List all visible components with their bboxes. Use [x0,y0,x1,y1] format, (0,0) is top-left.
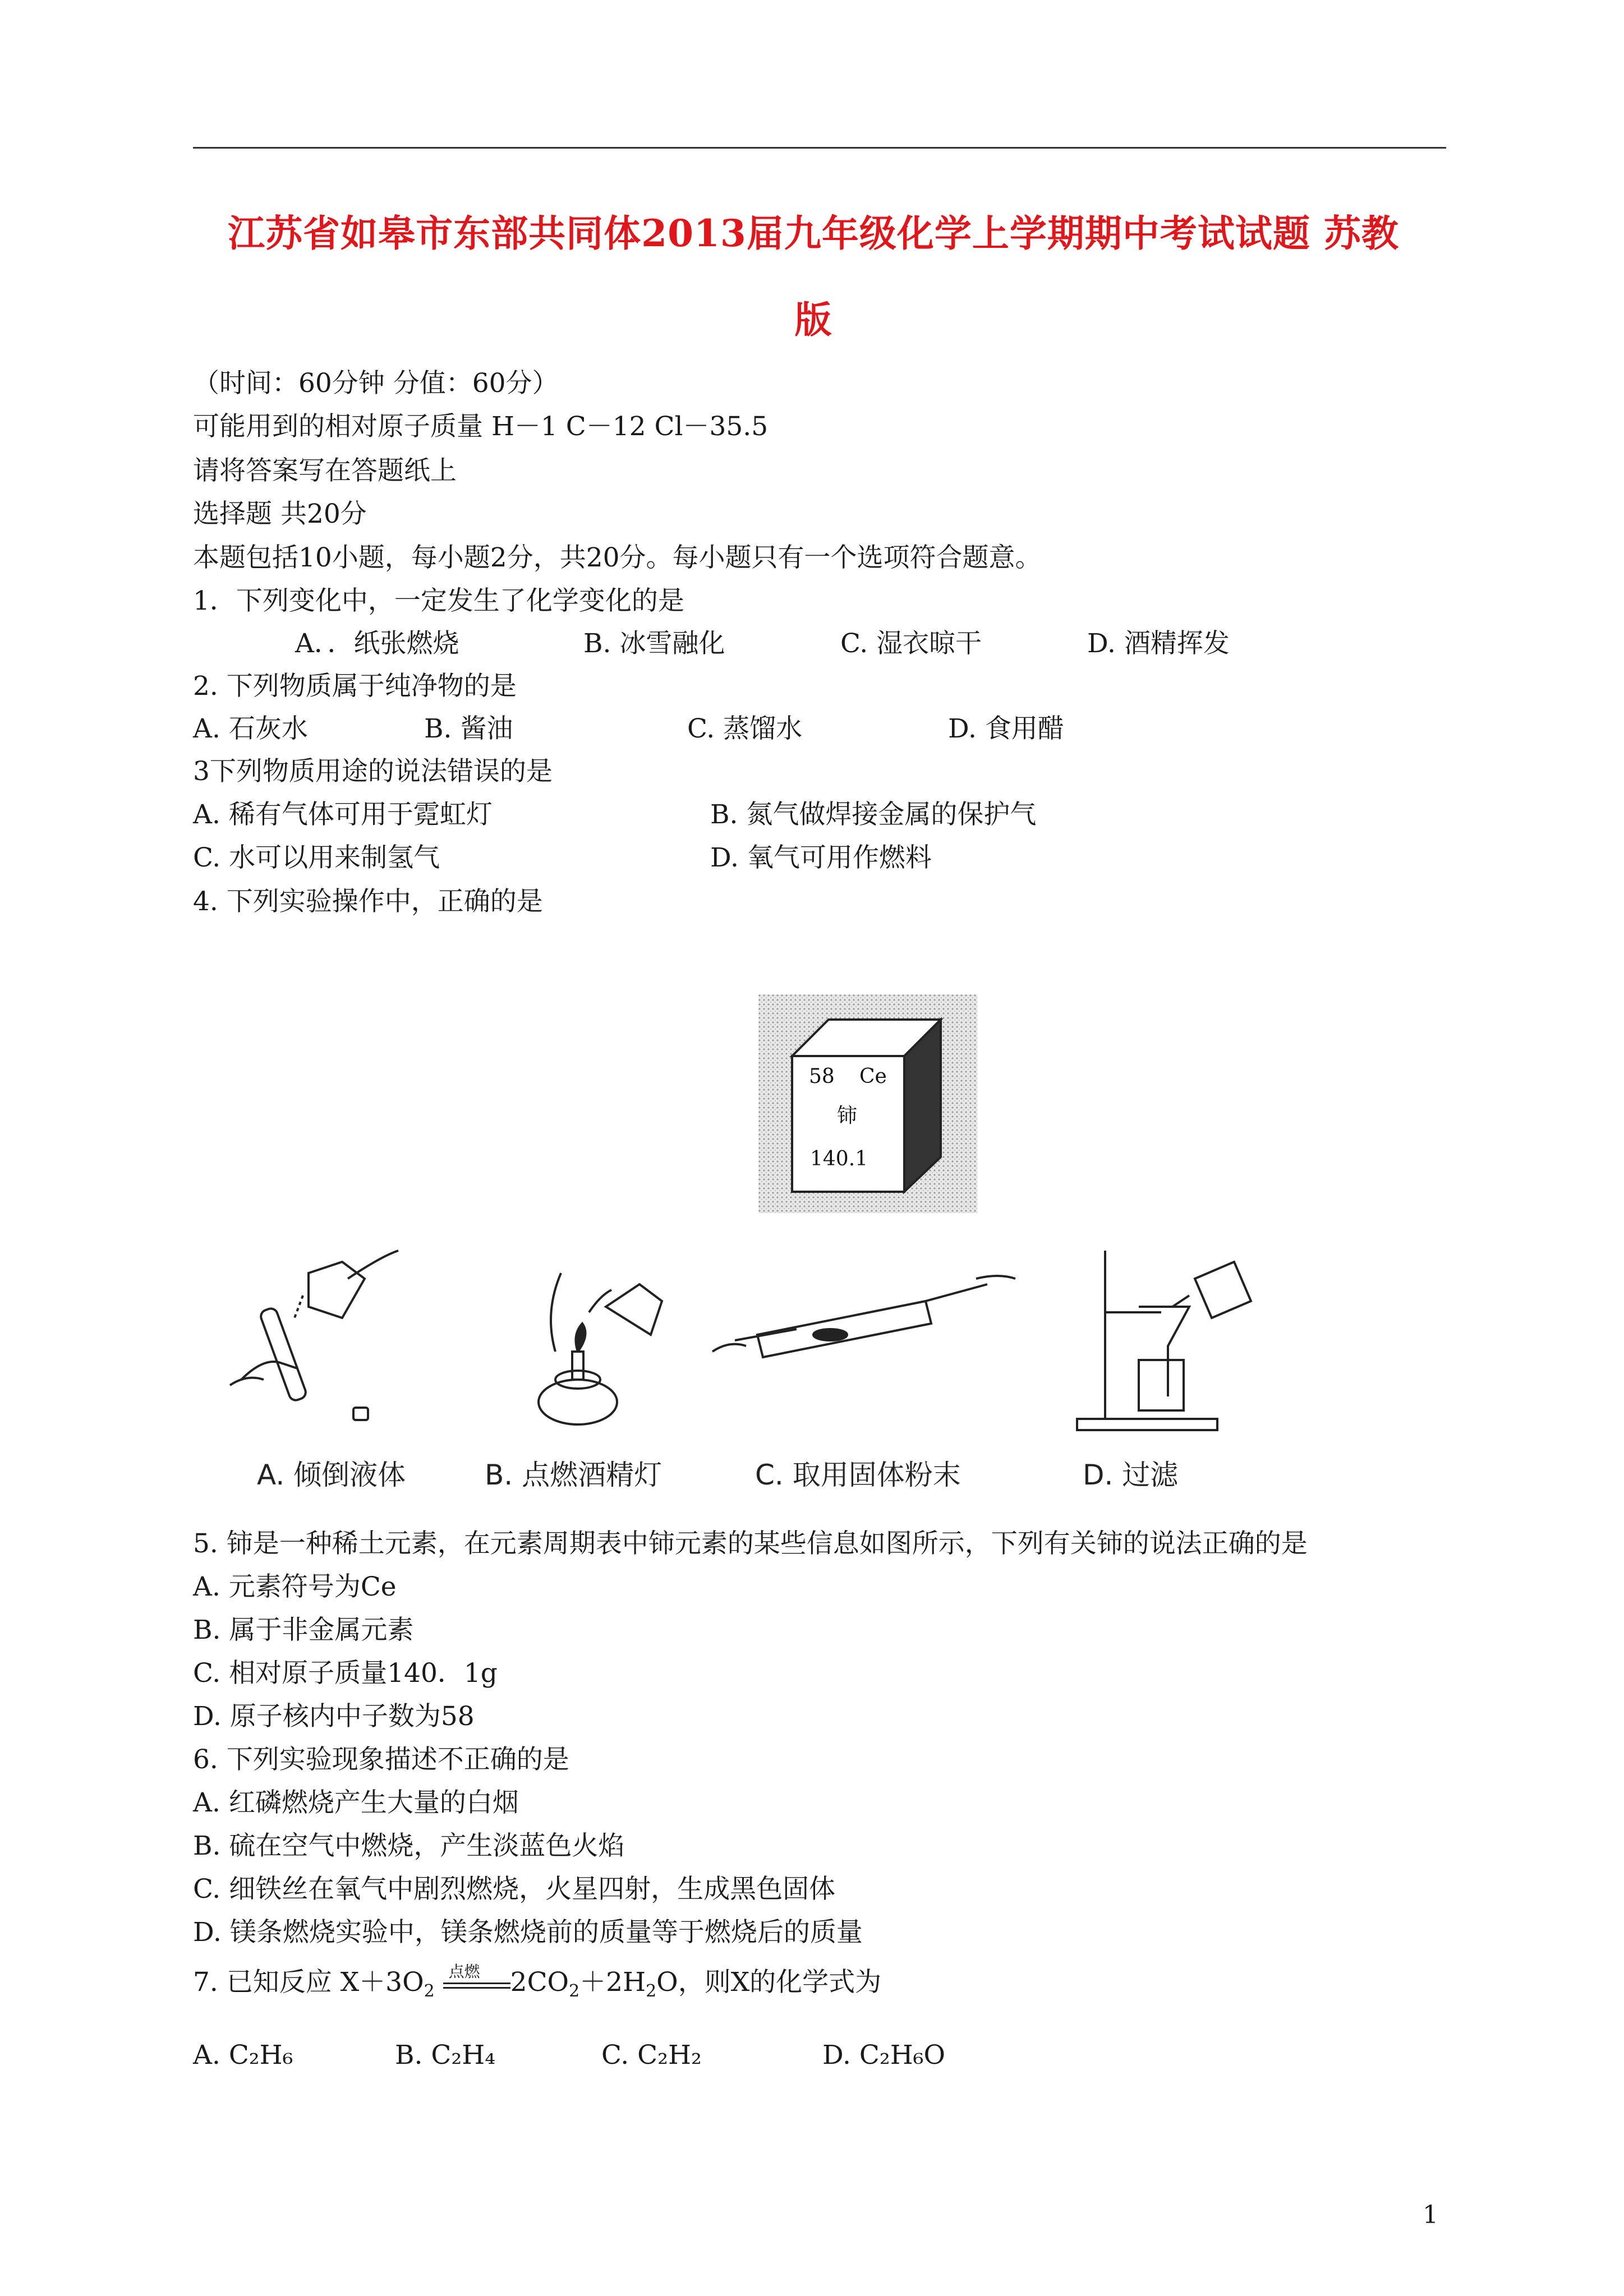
q7-stem-suffix: ，则X的化学式为 [678,1967,882,1998]
q6-option-a: A. 红磷燃烧产生大量的白烟 [193,1787,519,1818]
q1-stem: 1．下列变化中，一定发生了化学变化的是 [193,585,684,616]
q7-stem: 7. 已知反应 $X+3O_2$ 点燃 $2CO_2+2H_2O$，则X的化学式为 [193,1962,882,2001]
q1-option-d: D. 酒精挥发 [1087,628,1230,659]
q2-option-d: D. 食用醋 [948,713,1064,744]
q3-option-b: B. 氮气做焊接金属的保护气 [710,799,1037,830]
header-rule [193,147,1446,149]
q1-option-b: B. 冰雪融化 [583,628,725,659]
figure-pouring-liquid [230,1251,398,1420]
q1-option-a: A．．纸张燃烧 [295,628,459,659]
q5-option-a: A. 元素符号为Ce [193,1571,397,1602]
caption-c: C. 取用固体粉末 [755,1459,961,1491]
time-score: （时间：60分钟 分值：60分） [193,368,559,399]
q5-option-b: B. 属于非金属元素 [193,1615,414,1645]
figure-taking-solid-powder [712,1276,1015,1357]
q5-option-d: D. 原子核内中子数为58 [193,1701,475,1732]
lab-operation-figures [219,1239,1257,1441]
q4-stem: 4. 下列实验操作中，正确的是 [193,886,543,917]
q7-sub-h2o: 2 [646,1981,657,2001]
q7-option-d: D. C₂H₆O [822,2040,946,2071]
q2-option-a: A. 石灰水 [193,713,308,744]
exam-title-line2: 版 [794,298,832,342]
cerium-element-card [758,994,977,1213]
q1-option-c: C. 湿衣晾干 [840,628,982,659]
answer-note: 请将答案写在答题纸上 [193,455,457,486]
caption-d: D. 过滤 [1083,1459,1179,1491]
q7-stem-prefix: 7. 已知反应 X＋3O [193,1967,424,1998]
q7-sub-co2: 2 [569,1981,580,2001]
element-mass: 140.1 [810,1147,868,1170]
figure-lighting-alcohol-lamp [539,1273,662,1424]
reaction-equals-bar-bottom [443,1987,510,1989]
exam-title-line1: 江苏省如皋市东部共同体2013届九年级化学上学期期中考试试题 苏教 [228,211,1399,255]
q3-stem: 3下列物质用途的说法错误的是 [193,756,553,787]
q7-sub-o2: 2 [424,1981,435,2001]
q2-stem: 2. 下列物质属于纯净物的是 [193,671,517,702]
reaction-condition [443,1962,510,1999]
section-description: 本题包括10小题，每小题2分，共20分。每小题只有一个选项符合题意。 [193,542,1042,573]
q6-option-d: D. 镁条燃烧实验中，镁条燃烧前的质量等于燃烧后的质量 [193,1917,863,1948]
q5-stem: 5. 铈是一种稀土元素，在元素周期表中铈元素的某些信息如图所示，下列有关铈的说法正确的是 [193,1528,1308,1559]
section-heading: 选择题 共20分 [193,499,367,529]
q6-option-b: B. 硫在空气中燃烧，产生淡蓝色火焰 [193,1831,625,1861]
atomic-mass-note: 可能用到的相对原子质量 H－1 C－12 Cl－35.5 [193,411,769,442]
q2-option-b: B. 酱油 [424,713,513,744]
q2-option-c: C. 蒸馏水 [687,713,803,744]
q6-stem: 6. 下列实验现象描述不正确的是 [193,1744,569,1775]
page-number: 1 [1423,2201,1438,2229]
figure-filtration [1077,1251,1251,1430]
reaction-equals-bar-top [443,1983,510,1984]
element-name: 铈 [837,1104,858,1127]
q3-option-c: C. 水可以用来制氢气 [193,842,440,873]
q6-option-c: C. 细铁丝在氧气中剧烈燃烧，火星四射，生成黑色固体 [193,1874,836,1905]
q3-option-a: A. 稀有气体可用于霓虹灯 [193,799,493,830]
q7-option-a: A. C₂H₆ [193,2040,293,2071]
q3-option-d: D. 氧气可用作燃料 [710,842,932,873]
q7-option-c: C. C₂H₂ [601,2040,702,2071]
reaction-condition-text: 点燃 [448,1962,480,1981]
caption-b: B. 点燃酒精灯 [485,1459,663,1491]
caption-a: A. 倾倒液体 [257,1459,406,1491]
element-number: 58 [809,1065,835,1088]
q5-option-c: C. 相对原子质量140．1g [193,1658,498,1689]
element-symbol: Ce [859,1065,887,1088]
q7-option-b: B. C₂H₄ [395,2040,496,2071]
